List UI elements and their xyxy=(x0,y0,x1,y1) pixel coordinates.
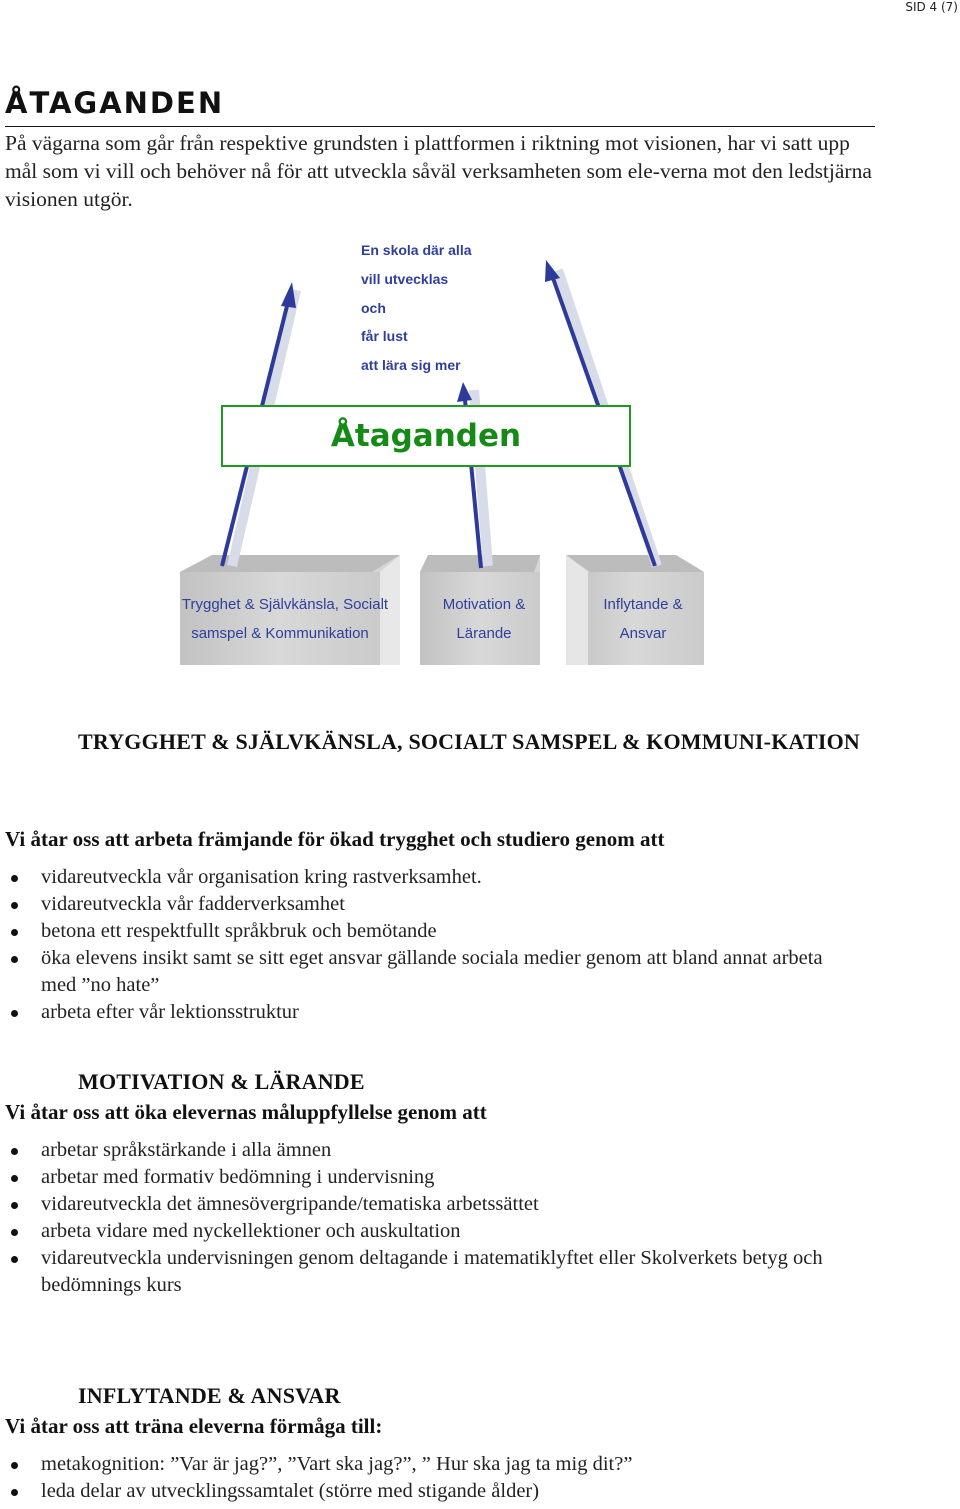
section-inflytande-heading-wrap xyxy=(78,1383,341,1409)
bullet-icon xyxy=(11,1489,18,1496)
bullet-icon xyxy=(11,1010,18,1017)
list-item-text: metakognition: ”Var är jag?”, ”Vart ska jag?”, ” Hur ska jag ta mig dit?” xyxy=(41,1453,633,1475)
list-item-text: arbeta vidare med nyckellektioner och auskultation xyxy=(41,1220,461,1242)
commitments-box xyxy=(221,405,631,467)
bullet-icon xyxy=(11,956,18,963)
pillar-3-line-2: Ansvar xyxy=(619,625,667,642)
section-motivation-body xyxy=(5,1100,905,1299)
list-item-text: arbetar med formativ bedömning i undervisning xyxy=(41,1166,435,1188)
pillar-3-line-1: Inflytande & xyxy=(603,596,683,613)
list-item xyxy=(5,1191,865,1218)
list-item xyxy=(5,891,865,918)
list-item-text: vidareutveckla undervisningen genom deltagande i matematiklyftet eller Skolverkets betyg och bedömnings kurs xyxy=(41,1247,823,1296)
vision-line-4: får lust xyxy=(361,328,408,344)
vision-line-3: och xyxy=(361,300,386,316)
list-item xyxy=(5,1478,865,1505)
list-item-text: vidareutveckla vår organisation kring rastverksamhet. xyxy=(41,866,482,888)
section-trygghet-heading-wrap xyxy=(78,727,868,756)
intro-paragraph: På vägarna som går från respektive grundsten i plattformen i riktning mot visionen, har vi satt upp mål som vi vill och behöver nå för att utveckla såväl verksamheten som ele-verna mot den ledstjärna visionen utgör. xyxy=(5,131,872,211)
bullet-icon xyxy=(11,902,18,909)
section-heading: MOTIVATION & LÄRANDE xyxy=(78,1069,365,1094)
section-heading: INFLYTANDE & ANSVAR xyxy=(78,1383,341,1408)
heading-rule xyxy=(5,126,875,127)
bullet-list xyxy=(5,1137,865,1299)
pillar-1-line-1: Trygghet & Självkänsla, Socialt xyxy=(181,596,389,613)
pillar-1-line-2: samspel & Kommunikation xyxy=(191,625,369,642)
bullet-icon xyxy=(11,1202,18,1209)
bullet-icon xyxy=(11,1229,18,1236)
list-item xyxy=(5,918,865,945)
bullet-icon xyxy=(11,875,18,882)
list-item-text: vidareutveckla vår fadderverksamhet xyxy=(41,893,345,915)
list-item-text: vidareutveckla det ämnesövergripande/tematiska arbetssättet xyxy=(41,1193,539,1215)
list-item xyxy=(5,1451,865,1478)
list-item-text: arbeta efter vår lektionsstruktur xyxy=(41,1001,299,1023)
vision-line-1: En skola där alla xyxy=(361,242,472,258)
section-motivation-heading-wrap xyxy=(78,1069,365,1095)
section-trygghet-body xyxy=(5,827,905,1026)
bullet-icon xyxy=(11,1462,18,1469)
list-item-text: öka elevens insikt samt se sitt eget ansvar gällande sociala medier genom att bland annat arbeta med ”no hate” xyxy=(41,947,823,996)
section-intro: Vi åtar oss att öka elevernas måluppfyllelse genom att xyxy=(5,1100,487,1124)
page-title: ÅTAGANDEN xyxy=(5,86,225,120)
vision-line-2: vill utvecklas xyxy=(361,271,449,287)
vision-line-5: att lära sig mer xyxy=(361,357,461,373)
section-inflytande-body xyxy=(5,1414,905,1505)
bullet-icon xyxy=(11,1256,18,1263)
pillar-1-label xyxy=(180,590,390,648)
list-item-text: arbetar språkstärkande i alla ämnen xyxy=(41,1139,332,1161)
bullet-list xyxy=(5,864,865,1026)
pillar-3-label xyxy=(583,590,703,648)
section-intro: Vi åtar oss att träna eleverna förmåga till: xyxy=(5,1414,383,1438)
pillar-2-label xyxy=(424,590,544,648)
list-item xyxy=(5,999,865,1026)
list-item-text: betona ett respektfullt språkbruk och bemötande xyxy=(41,920,437,942)
list-item xyxy=(5,1164,865,1191)
list-item xyxy=(5,1218,865,1245)
bullet-icon xyxy=(11,929,18,936)
pillar-2-line-1: Motivation & xyxy=(442,596,526,613)
bullet-list xyxy=(5,1451,865,1505)
bullet-icon xyxy=(11,1148,18,1155)
page-number: SID 4 (7) xyxy=(905,0,958,14)
section-intro: Vi åtar oss att arbeta främjande för ökad trygghet och studiero genom att xyxy=(5,827,665,851)
list-item xyxy=(5,945,861,999)
list-item xyxy=(5,864,865,891)
list-item xyxy=(5,1137,865,1164)
section-heading: TRYGGHET & SJÄLVKÄNSLA, SOCIALT SAMSPEL & KOMMUNI-KATION xyxy=(78,729,860,754)
commitments-box-label: Åtaganden xyxy=(330,418,522,454)
bullet-icon xyxy=(11,1175,18,1182)
list-item-text: leda delar av utvecklingssamtalet (större med stigande ålder) xyxy=(41,1480,540,1502)
list-item xyxy=(5,1245,891,1299)
pillar-2-line-2: Lärande xyxy=(456,625,512,642)
commitments-diagram xyxy=(0,230,960,680)
